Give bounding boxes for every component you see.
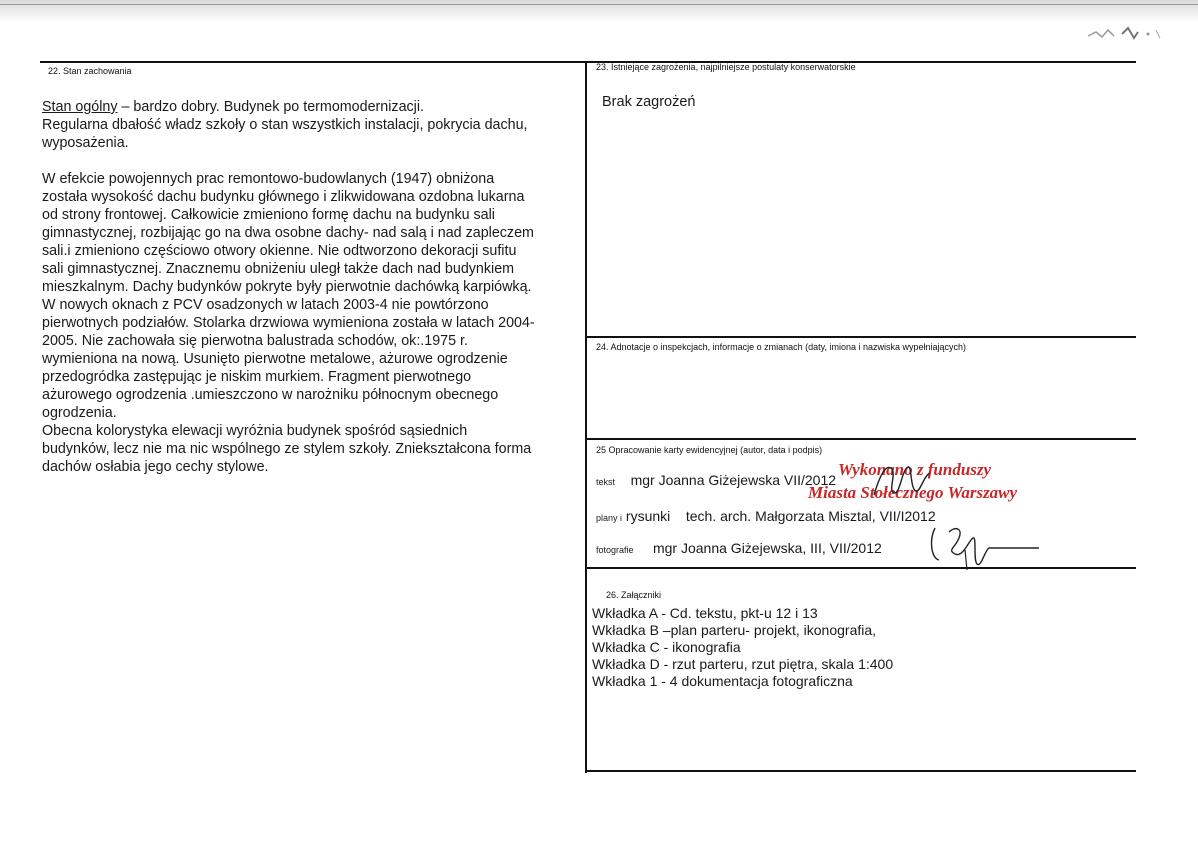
- section-22-label: 22. Stan zachowania: [48, 66, 132, 76]
- paragraph-line: 2005. Nie zachowała się pierwotna balustrada schodów, ok:.1975 r.: [42, 333, 468, 349]
- plany-label: plany i: [596, 513, 623, 523]
- fotografie-value: mgr Joanna Giżejewska, III, VII/2012: [652, 540, 882, 556]
- stan-ogolny-heading: Stan ogólny: [42, 99, 118, 115]
- section-24-label: 24. Adnotacje o inspekcjach, informacje o zmianach (daty, imiona i nazwiska wypełniających): [596, 342, 967, 352]
- paragraph-line: od strony frontowej. Całkowicie zmieniono formę dachu na budynku sali: [42, 207, 495, 223]
- tekst-label: tekst: [596, 477, 616, 487]
- paragraph-line: przedogródka zastępując je niskim murkiem. Fragment pierwotnego: [42, 369, 472, 385]
- paragraph-line: budynków, lecz nie ma nic wspólnego ze stylem szkoły. Zniekształcona forma: [42, 441, 532, 457]
- paragraph-line: pierwotnych podziałów. Stolarka drzwiowa wymieniona została w latach 2004-: [42, 315, 535, 331]
- paragraph-line: mieszkalnym. Dachy budynków pokryte były pierwotnie dachówką karpiówką.: [42, 279, 532, 295]
- list-item: Wkładka A - Cd. tekstu, pkt-u 12 i 13: [592, 605, 818, 621]
- funding-stamp-line2: Miasta Stołecznego Warszawy: [808, 483, 1018, 502]
- paragraph-line: ogrodzenia.: [42, 405, 117, 421]
- frame-top-rule: [40, 61, 1136, 63]
- section-23-text: Brak zagrożeń: [602, 94, 696, 110]
- list-item: Wkładka B –plan parteru- projekt, ikonografia,: [592, 622, 877, 638]
- paragraph-line: gimnastycznej, rozbijając go na dwa osobne dachy- nad salą i nad zapleczem: [42, 225, 534, 241]
- scan-top-rule: [0, 4, 1198, 5]
- divider-25-26: [586, 567, 1136, 569]
- section-26-label: 26. Załączniki: [606, 590, 662, 600]
- section-23-label: 23. Istniejące zagrożenia, najpilniejsze postulaty konserwatorskie: [596, 62, 856, 72]
- rysunki-label: rysunki: [625, 508, 671, 524]
- list-item: Wkładka C - ikonografia: [592, 639, 741, 655]
- list-item: Wkładka D - rzut parteru, rzut piętra, skala 1:400: [592, 656, 894, 672]
- section-25-label: 25 Opracowanie karty ewidencyjnej (autor, data i podpis): [596, 445, 823, 455]
- attachments-list: [592, 605, 893, 690]
- plany-row: [596, 508, 936, 524]
- scan-artifact: [1078, 22, 1168, 46]
- paragraph-line: została wysokość dachu budynku głównego i zlikwidowana ozdobna lukarna: [42, 189, 525, 205]
- paragraph-line: Obecna kolorystyka elewacji wyróżnia budynek spośród sąsiednich: [42, 423, 468, 439]
- handwritten-signature-fotografie: [925, 520, 1045, 575]
- paragraph-line: Regularna dbałość władz szkoły o stan wszystkich instalacji, pokrycia dachu,: [42, 117, 528, 133]
- paragraph-line: sali gimnastycznej. Znacznemu obniżeniu uległ także dach nad budynkiem: [42, 261, 515, 277]
- section-22-text: [42, 98, 587, 476]
- stan-ogolny-line: [42, 98, 587, 116]
- handwritten-signature-tekst: [870, 455, 940, 505]
- divider-23-24: [586, 336, 1136, 338]
- paragraph-line: dachów osłabia jego cechy stylowe.: [42, 459, 269, 475]
- paragraph-line: wyposażenia.: [42, 135, 129, 151]
- stan-ogolny-rest: – bardzo dobry. Budynek po termomodernizacji.: [117, 99, 424, 115]
- fotografie-label: fotografie: [596, 545, 634, 555]
- paragraph-line: sali.i zmieniono częściowo otwory okienne. Nie odtworzono dekoracji sufitu: [42, 243, 517, 259]
- fotografie-row: [596, 540, 882, 556]
- tekst-value: mgr Joanna Giżejewska VII/2012: [630, 472, 837, 488]
- paragraph-line: ażurowego ogrodzenia .umieszczono w narożniku północnym obecnego: [42, 387, 499, 403]
- funding-stamp-line1: Wykonano z funduszy: [838, 460, 992, 479]
- divider-24-25: [586, 438, 1136, 440]
- frame-bottom-rule: [586, 770, 1136, 772]
- list-item: Wkładka 1 - 4 dokumentacja fotograficzna: [592, 673, 853, 689]
- paragraph-line: W efekcie powojennych prac remontowo-budowlanych (1947) obniżona: [42, 171, 495, 187]
- tekst-row: [596, 472, 836, 488]
- plany-value: tech. arch. Małgorzata Misztal, VII/I2012: [685, 508, 936, 524]
- paragraph-line: wymieniona na nową. Usunięto pierwotne metalowe, ażurowe ogrodzenie: [42, 351, 508, 367]
- paragraph-line: W nowych oknach z PCV osadzonych w latach 2003-4 nie powtórzono: [42, 297, 489, 313]
